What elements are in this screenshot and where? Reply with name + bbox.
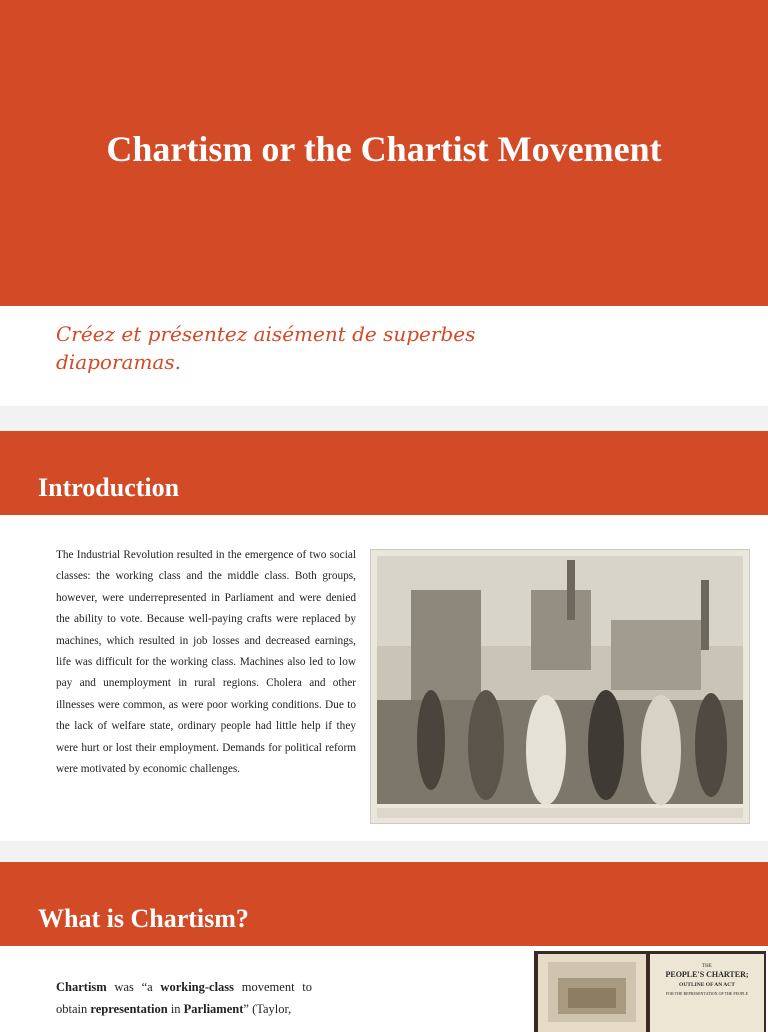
peoples-charter-book-image — [534, 951, 766, 1032]
title-band — [0, 0, 768, 306]
slide-heading: Introduction — [38, 473, 180, 502]
engraving-graphic — [371, 550, 749, 823]
heading-band — [0, 431, 768, 515]
term-chartism: Chartism — [56, 980, 107, 994]
heading-band — [0, 862, 768, 946]
term-working-class: working-class — [160, 980, 235, 994]
slide-what-is-chartism — [0, 862, 768, 1032]
term-parliament: Parliament — [183, 1002, 244, 1016]
slide-title — [0, 0, 768, 406]
book-illustration — [538, 954, 646, 1032]
body-text: Chartism was “a working-class movement to obtain representation in Parliament” (Taylor, — [56, 980, 312, 1016]
book-title-page: THE PEOPLE'S CHARTER; OUTLINE OF AN ACT FOR THE REPRESENTATION OF THE PEOPLE — [650, 954, 764, 1032]
body-text: The Industrial Revolution resulted in the emergence of two social classes: the working class and the middle class. Both groups, however, were underrepresented in Parliament and were denied the ability to vote. Because well-paying crafts were replaced by machines, which resulted in job losses and decreased earnings, life was difficult for the working class. Machines also led to low pay and unemployment in rural regions. Cholera and other illnesses were common, as were poor working conditions. Due to the lack of welfare state, ordinary people had little help if they were hurt or lost their employment. Demands for political reform were motivated by economic challenges. — [56, 549, 356, 776]
slide-heading: What is Chartism? — [38, 904, 249, 933]
illustration-engraving — [370, 549, 750, 824]
book-left-page — [538, 954, 646, 1032]
term-representation: representation — [90, 1002, 168, 1016]
slide-introduction — [0, 431, 768, 841]
presentation-title: Chartism or the Chartist Movement — [106, 129, 662, 169]
presentation-subtitle: Créez et présentez aisément de superbes diaporamas. — [56, 322, 476, 374]
